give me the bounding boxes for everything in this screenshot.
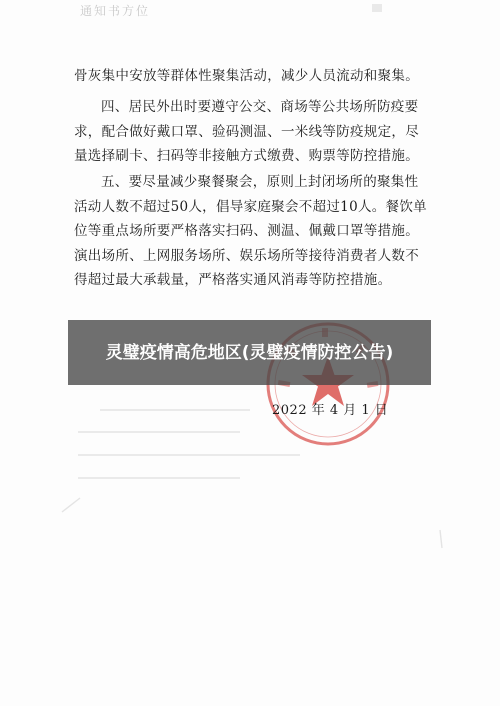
paragraph-3: 五、要尽量减少聚餐聚会，原则上封闭场所的聚集性活动人数不超过50人，倡导家庭聚会不超过10人。餐饮单位等重点场所要严格落实扫码、测温、佩戴口罩等措施。演出场所、上网服务场所、娱乐场所等接待消费者人数不得超过最大承载量，严格落实通风消毒等防控措施。 (74, 174, 427, 288)
banner-title: 灵璧疫情高危地区(灵璧疫情防控公告) (105, 342, 394, 363)
paragraph-2: 四、居民外出时要遵守公交、商场等公共场所防疫要求，配合做好戴口罩、验码测温、一米线等防疫规定，尽量选择刷卡、扫码等非接触方式缴费、购票等防控措施。 (74, 99, 419, 164)
paragraph-1: 骨灰集中安放等群体性聚集活动，减少人员流动和聚集。 (74, 68, 419, 84)
document-date: 2022 年 4 月 1 日 (272, 403, 389, 418)
title-banner (68, 320, 431, 385)
faint-header-text: 通知书方位 (80, 4, 151, 18)
